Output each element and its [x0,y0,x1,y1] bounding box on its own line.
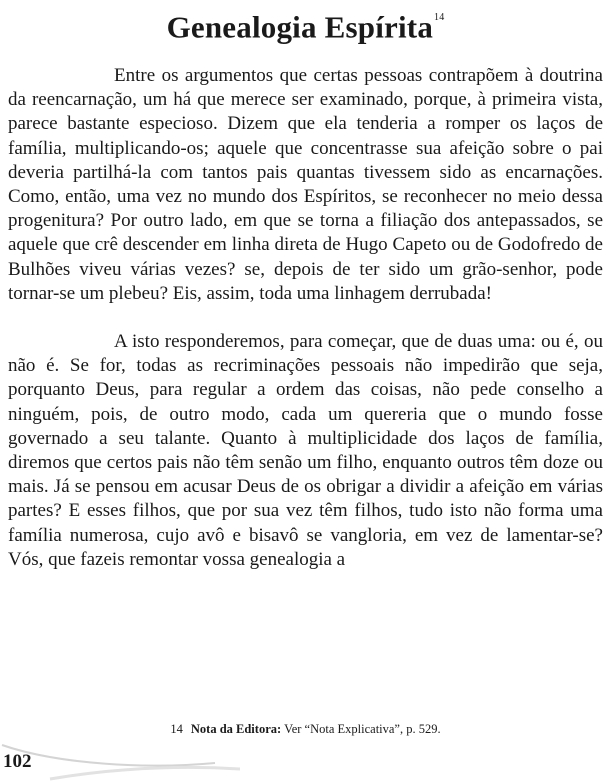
paragraph-1: Entre os argumentos que certas pessoas contrapõem à doutrina da reencarnação, um há que merece ser examinado, porque, à primeira vista, parece bastante especioso. Dizem que ela tenderia a romper os laços de família, multiplicando-os; aquele que concentrasse sua afeição sobre o pai deveria partilhá-la com tantos pais quantas tivessem sido as encarnações. Como, então, uma vez no mundo dos Espíritos, se reconhecer no meio dessa progenitura? Por outro lado, em que se torna a filiação dos antepassados, se aquele que crê descender em linha direta de Hugo Capeto ou de Godofredo de Bulhões viveu várias vezes? se, depois de ter sido um grão-senhor, pode tornar-se um plebeu? Eis, assim, toda uma linhagem derrubada! [8,65,603,304]
page-title [0,4,611,47]
page-number: 102 [3,751,32,772]
body-text [8,64,603,572]
footnote-number: 14 [170,722,183,736]
paragraph-2: A isto responderemos, para começar, que de duas uma: ou é, ou não é. Se for, todas as recriminações pessoais não impedirão que seja, porquanto Deus, para regular a ordem das coisas, não pede conselho a ninguém, pois, de outro modo, cada um quereria que o mundo fosse governado a seu talante. Quanto à multiplicidade dos laços de família, diremos que certos pais não têm senão um filho, enquanto outros têm doze ou mais. Já se pensou em acusar Deus de os obrigar a dividir a afeição em várias partes? E esses filhos, que por sua vez têm filhos, tudo isto não forma uma família numerosa, cujo avô e bisavô se vangloria, em vez de lamentar-se? Vós, que fazeis remontar vossa genealogia a [8,331,603,570]
footnote-label: Nota da Editora: [190,722,282,736]
page-corner-decoration [0,735,260,781]
title-text: Genealogia Espírita [166,9,434,45]
title-footnote-ref[interactable]: 14 [434,12,445,23]
footnote-text: Ver “Nota Explicativa”, p. 529. [284,722,441,736]
